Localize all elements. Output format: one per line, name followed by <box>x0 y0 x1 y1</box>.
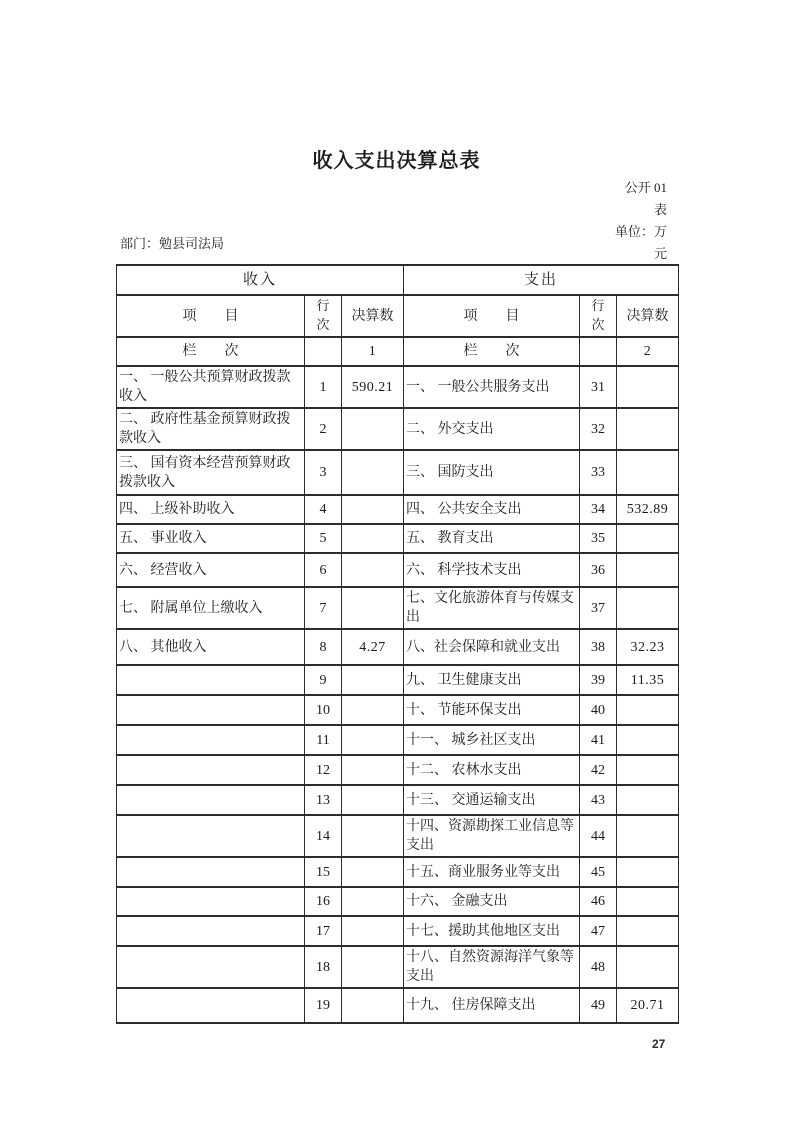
income-amount-cell <box>342 553 404 587</box>
expense-line-cell: 42 <box>580 755 617 785</box>
expense-item-cell: 二、 外交支出 <box>404 408 580 450</box>
line-no-column-header <box>305 295 342 337</box>
income-amount-cell <box>342 785 404 815</box>
page-number: 27 <box>652 1037 666 1051</box>
income-line-cell: 10 <box>305 695 342 725</box>
expense-amount-cell <box>617 887 679 916</box>
accounts-table <box>116 264 679 1024</box>
expense-amount-cell <box>617 785 679 815</box>
table-row <box>117 695 679 725</box>
expense-line-cell: 41 <box>580 725 617 755</box>
income-line-cell: 9 <box>305 665 342 695</box>
income-amount-cell <box>342 755 404 785</box>
expense-item-cell: 十五、商业服务业等支出 <box>404 857 580 887</box>
income-item-cell <box>117 887 305 916</box>
expense-line-cell: 35 <box>580 524 617 553</box>
expense-amount-cell: 11.35 <box>617 665 679 695</box>
income-amount-cell: 590.21 <box>342 366 404 408</box>
income-item-cell <box>117 665 305 695</box>
expense-line-cell: 31 <box>580 366 617 408</box>
table-row <box>117 887 679 916</box>
index-row-label: 栏 次 <box>117 337 305 366</box>
expense-amount-cell: 20.71 <box>617 988 679 1023</box>
meta-line: 表 <box>653 202 667 217</box>
expense-line-cell: 48 <box>580 946 617 988</box>
expense-amount-cell <box>617 946 679 988</box>
expense-amount-cell <box>617 524 679 553</box>
expense-line-cell: 34 <box>580 495 617 524</box>
income-line-cell: 6 <box>305 553 342 587</box>
income-amount-cell <box>342 946 404 988</box>
expense-amount-cell <box>617 755 679 785</box>
income-item-cell: 八、 其他收入 <box>117 629 305 665</box>
expense-amount-cell <box>617 450 679 495</box>
income-item-cell <box>117 725 305 755</box>
expense-amount-cell: 32.23 <box>617 629 679 665</box>
income-amount-cell <box>342 695 404 725</box>
income-item-cell <box>117 857 305 887</box>
income-item-cell: 一、 一般公共预算财政拨款收入 <box>117 366 305 408</box>
expense-line-cell: 45 <box>580 857 617 887</box>
income-item-cell: 六、 经营收入 <box>117 553 305 587</box>
expense-line-cell: 39 <box>580 665 617 695</box>
income-amount-cell <box>342 916 404 946</box>
expense-item-cell: 十一、 城乡社区支出 <box>404 725 580 755</box>
income-line-cell: 14 <box>305 815 342 857</box>
amount-column-header: 决算数 <box>617 295 679 337</box>
expense-item-cell: 十九、 住房保障支出 <box>404 988 580 1023</box>
amount-column-header: 决算数 <box>342 295 404 337</box>
expense-amount-cell <box>617 366 679 408</box>
income-line-cell: 8 <box>305 629 342 665</box>
expense-amount-cell: 532.89 <box>617 495 679 524</box>
income-item-cell <box>117 916 305 946</box>
income-item-cell: 三、 国有资本经营预算财政拨款收入 <box>117 450 305 495</box>
expense-amount-cell <box>617 815 679 857</box>
table-body <box>117 265 679 1023</box>
income-line-cell: 1 <box>305 366 342 408</box>
expense-item-cell: 九、 卫生健康支出 <box>404 665 580 695</box>
expense-item-cell: 六、 科学技术支出 <box>404 553 580 587</box>
expense-line-cell: 36 <box>580 553 617 587</box>
expense-item-cell: 十三、 交通运输支出 <box>404 785 580 815</box>
expense-item-cell: 十六、 金融支出 <box>404 887 580 916</box>
income-section-header: 收入 <box>117 265 404 295</box>
income-amount-cell <box>342 408 404 450</box>
income-line-cell: 16 <box>305 887 342 916</box>
income-item-cell <box>117 946 305 988</box>
expense-item-cell: 三、 国防支出 <box>404 450 580 495</box>
expense-line-cell: 46 <box>580 887 617 916</box>
income-line-cell: 12 <box>305 755 342 785</box>
table-row <box>117 755 679 785</box>
income-item-cell <box>117 695 305 725</box>
expense-line-cell: 38 <box>580 629 617 665</box>
line-no-column-header-text: 行次 <box>591 298 605 332</box>
income-amount-cell <box>342 665 404 695</box>
expense-amount-cell <box>617 553 679 587</box>
income-item-cell: 五、 事业收入 <box>117 524 305 553</box>
expense-item-cell: 四、 公共安全支出 <box>404 495 580 524</box>
income-index-cell: 1 <box>342 337 404 366</box>
table-row <box>117 725 679 755</box>
expense-amount-cell <box>617 725 679 755</box>
income-amount-cell <box>342 887 404 916</box>
income-line-cell: 15 <box>305 857 342 887</box>
expense-index-cell: 2 <box>617 337 679 366</box>
table-row <box>117 665 679 695</box>
income-line-cell: 7 <box>305 587 342 629</box>
income-line-cell: 13 <box>305 785 342 815</box>
column-header-row <box>117 295 679 337</box>
income-item-cell <box>117 815 305 857</box>
table-row <box>117 988 679 1023</box>
line-no-column-header-text: 行次 <box>316 298 330 332</box>
meta-line: 单位：万 <box>614 224 667 239</box>
expense-line-cell: 49 <box>580 988 617 1023</box>
expense-item-cell: 十四、资源勘探工业信息等支出 <box>404 815 580 857</box>
table-row <box>117 366 679 408</box>
income-line-cell: 19 <box>305 988 342 1023</box>
income-amount-cell <box>342 524 404 553</box>
line-no-column-header <box>580 295 617 337</box>
expense-item-cell: 五、 教育支出 <box>404 524 580 553</box>
meta-line: 元 <box>653 246 667 261</box>
expense-line-cell: 32 <box>580 408 617 450</box>
income-item-cell: 四、 上级补助收入 <box>117 495 305 524</box>
expense-item-cell: 十、 节能环保支出 <box>404 695 580 725</box>
income-line-cell: 18 <box>305 946 342 988</box>
meta-line: 公开 01 <box>624 180 667 195</box>
income-item-cell <box>117 988 305 1023</box>
expense-item-cell: 十二、 农林水支出 <box>404 755 580 785</box>
income-item-cell: 七、 附属单位上缴收入 <box>117 587 305 629</box>
income-line-cell: 3 <box>305 450 342 495</box>
income-amount-cell <box>342 857 404 887</box>
index-row <box>117 337 679 366</box>
index-row-empty-cell <box>305 337 342 366</box>
item-column-header: 项 目 <box>117 295 305 337</box>
table-row <box>117 524 679 553</box>
expense-line-cell: 44 <box>580 815 617 857</box>
expense-item-cell: 十八、自然资源海洋气象等支出 <box>404 946 580 988</box>
table-row <box>117 553 679 587</box>
income-line-cell: 17 <box>305 916 342 946</box>
income-amount-cell <box>342 495 404 524</box>
table-row <box>117 450 679 495</box>
income-item-cell <box>117 785 305 815</box>
income-amount-cell <box>342 450 404 495</box>
expense-line-cell: 37 <box>580 587 617 629</box>
income-line-cell: 11 <box>305 725 342 755</box>
page-title: 收入支出决算总表 <box>312 150 481 172</box>
expense-section-header: 支出 <box>404 265 679 295</box>
department-label: 部门：勉县司法局 <box>120 236 225 251</box>
table-row <box>117 408 679 450</box>
item-column-header: 项 目 <box>404 295 580 337</box>
expense-item-cell: 八、社会保障和就业支出 <box>404 629 580 665</box>
expense-amount-cell <box>617 587 679 629</box>
income-amount-cell: 4.27 <box>342 629 404 665</box>
expense-amount-cell <box>617 695 679 725</box>
income-line-cell: 2 <box>305 408 342 450</box>
table-row <box>117 857 679 887</box>
table-row <box>117 946 679 988</box>
expense-item-cell: 十七、援助其他地区支出 <box>404 916 580 946</box>
table-row <box>117 815 679 857</box>
income-line-cell: 5 <box>305 524 342 553</box>
expense-amount-cell <box>617 408 679 450</box>
expense-amount-cell <box>617 916 679 946</box>
table-row <box>117 495 679 524</box>
expense-line-cell: 40 <box>580 695 617 725</box>
table-row <box>117 785 679 815</box>
income-amount-cell <box>342 587 404 629</box>
expense-line-cell: 33 <box>580 450 617 495</box>
index-row-label: 栏 次 <box>404 337 580 366</box>
table-row <box>117 916 679 946</box>
income-item-cell <box>117 755 305 785</box>
index-row-empty-cell <box>580 337 617 366</box>
meta-block <box>615 177 667 265</box>
section-header-row <box>117 265 679 295</box>
expense-line-cell: 43 <box>580 785 617 815</box>
expense-item-cell: 一、 一般公共服务支出 <box>404 366 580 408</box>
income-item-cell: 二、 政府性基金预算财政拨款收入 <box>117 408 305 450</box>
expense-item-cell: 七、文化旅游体育与传媒支出 <box>404 587 580 629</box>
income-amount-cell <box>342 815 404 857</box>
table-row <box>117 629 679 665</box>
expense-amount-cell <box>617 857 679 887</box>
income-amount-cell <box>342 725 404 755</box>
expense-line-cell: 47 <box>580 916 617 946</box>
income-amount-cell <box>342 988 404 1023</box>
table-row <box>117 587 679 629</box>
income-line-cell: 4 <box>305 495 342 524</box>
